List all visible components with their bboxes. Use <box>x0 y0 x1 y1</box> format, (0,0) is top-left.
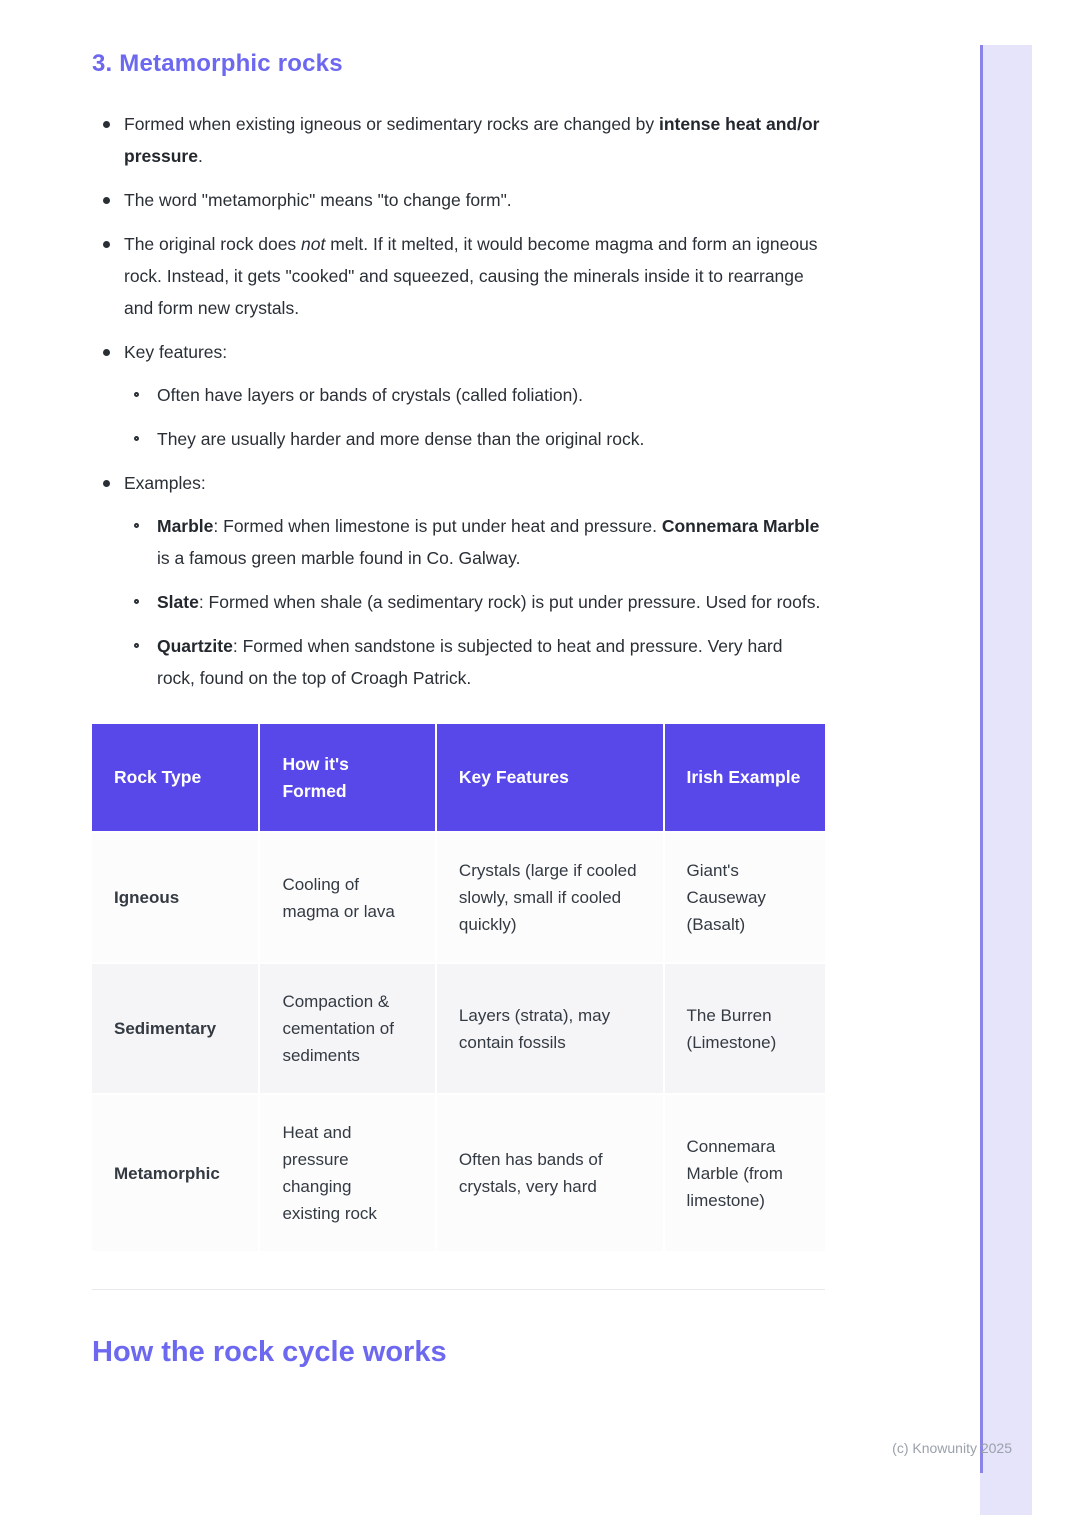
bullet-text: The word "metamorphic" means "to change form". <box>124 190 512 210</box>
cell-irish-example: Giant's Causeway (Basalt) <box>665 833 825 962</box>
table-header-how-formed: How it's Formed <box>260 724 434 831</box>
bullet-text: Examples: <box>124 473 206 493</box>
cell-rock-type: Metamorphic <box>92 1095 258 1251</box>
cell-key-features: Layers (strata), may contain fossils <box>437 964 663 1093</box>
scrollbar-thumb[interactable] <box>980 45 983 1473</box>
bullet-icon <box>103 480 110 487</box>
bullet-text: : Formed when sandstone is subjected to heat and pressure. Very hard rock, found on the top of Croagh Patrick. <box>157 636 783 688</box>
scrollbar-track[interactable] <box>980 45 1032 1515</box>
sub-list-item <box>124 510 825 574</box>
bullet-text: The original rock does <box>124 234 302 254</box>
bullet-text: Formed when existing igneous or sedimentary rocks are changed by <box>124 114 659 134</box>
list-item <box>92 108 825 172</box>
sub-bullet-icon <box>134 643 139 648</box>
bullet-text-bold: Marble <box>157 516 214 536</box>
table-row-sedimentary <box>92 964 825 1093</box>
copyright-text: (c) Knowunity 2025 <box>892 1440 1012 1456</box>
cell-key-features: Often has bands of crystals, very hard <box>437 1095 663 1251</box>
bullet-text: is a famous green marble found in Co. Galway. <box>157 548 521 568</box>
table-header-rock-type: Rock Type <box>92 724 258 831</box>
sub-bullet-list <box>124 510 825 694</box>
table-header-key-features: Key Features <box>437 724 663 831</box>
bullet-text: Key features: <box>124 342 228 362</box>
cell-irish-example: Connemara Marble (from limestone) <box>665 1095 825 1251</box>
section-heading-rock-cycle: How the rock cycle works <box>92 1336 447 1368</box>
sub-list-item <box>124 630 825 694</box>
bullet-text-italic: not <box>301 234 326 254</box>
sub-bullet-list <box>124 379 825 455</box>
list-item <box>92 467 825 694</box>
cell-how-formed: Cooling of magma or lava <box>260 833 434 962</box>
bullet-icon <box>103 121 110 128</box>
bullet-list <box>92 108 825 694</box>
cell-how-formed: Compaction & cementation of sediments <box>260 964 434 1093</box>
bullet-icon <box>103 197 110 204</box>
sub-list-item <box>124 586 825 618</box>
section-divider <box>92 1289 825 1290</box>
cell-how-formed: Heat and pressure changing existing rock <box>260 1095 434 1251</box>
bullet-text: Often have layers or bands of crystals (called foliation). <box>157 385 584 405</box>
rock-comparison-table <box>90 722 827 1253</box>
sub-bullet-icon <box>134 436 139 441</box>
document-content <box>92 50 825 1369</box>
bullet-icon <box>103 349 110 356</box>
sub-list-item <box>124 423 825 455</box>
cell-irish-example: The Burren (Limestone) <box>665 964 825 1093</box>
sub-bullet-icon <box>134 523 139 528</box>
list-item <box>92 184 825 216</box>
bullet-text-bold: Connemara Marble <box>661 516 820 536</box>
sub-list-item <box>124 379 825 411</box>
list-item <box>92 336 825 455</box>
bullet-text: . <box>197 146 203 166</box>
bullet-text-bold: Quartzite <box>157 636 233 656</box>
bullet-text: : Formed when limestone is put under heat and pressure. <box>213 516 662 536</box>
bullet-icon <box>103 241 110 248</box>
table-row-metamorphic <box>92 1095 825 1251</box>
cell-rock-type: Sedimentary <box>92 964 258 1093</box>
sub-bullet-icon <box>134 392 139 397</box>
table-header-row <box>92 724 825 831</box>
table-header-irish-example: Irish Example <box>665 724 825 831</box>
table-row-igneous <box>92 833 825 962</box>
section-heading-metamorphic: 3. Metamorphic rocks <box>92 50 343 77</box>
bullet-text: They are usually harder and more dense than the original rock. <box>157 429 645 449</box>
bullet-text-bold: intense heat and/or pressure <box>124 114 820 166</box>
sub-bullet-icon <box>134 599 139 604</box>
cell-key-features: Crystals (large if cooled slowly, small if cooled quickly) <box>437 833 663 962</box>
cell-rock-type: Igneous <box>92 833 258 962</box>
bullet-text: melt. If it melted, it would become magma and form an igneous rock. Instead, it gets "cooked" and squeezed, causing the minerals inside it to rearrange and form new crystals. <box>124 234 818 318</box>
list-item <box>92 228 825 324</box>
bullet-text-bold: Slate <box>157 592 199 612</box>
bullet-text: : Formed when shale (a sedimentary rock) is put under pressure. Used for roofs. <box>198 592 821 612</box>
